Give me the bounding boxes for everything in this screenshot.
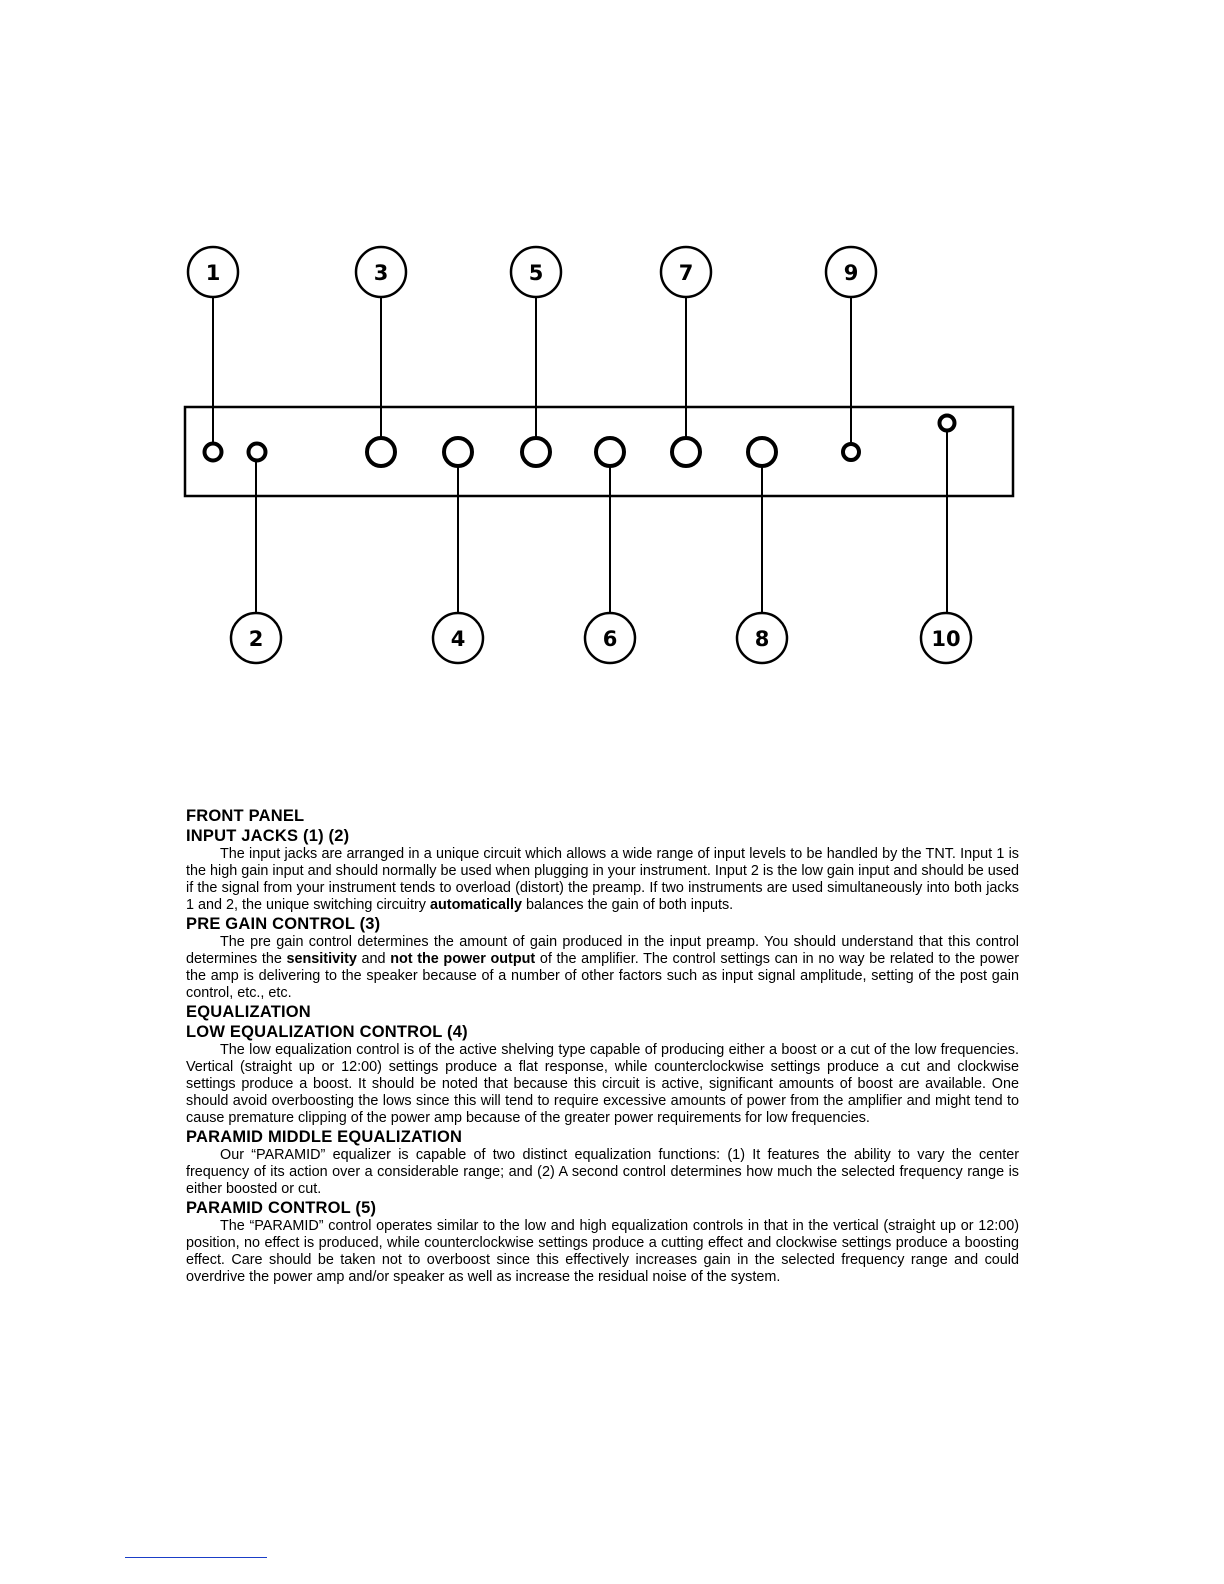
paramid-control-heading: PARAMID CONTROL (5) bbox=[186, 1199, 377, 1217]
front-panel-diagram bbox=[0, 0, 1224, 780]
panel-outline bbox=[185, 407, 1013, 496]
knob-6 bbox=[596, 438, 624, 466]
jack-9 bbox=[843, 444, 859, 460]
jack-2 bbox=[249, 444, 266, 461]
paramid-control-paragraph: The “PARAMID” control operates similar to the low and high equalization controls in that in the vertical (straight up or 12:00) position, no effect is produced, while counterclockwise settings produce a cutting effect and clockwise settings produce a boosting effect. Care should be taken not to overboost since this effectively increases gain in the selected frequency range and could overdrive the power amp and/or speaker as well as increase the residual noise of the system. bbox=[186, 1218, 1019, 1285]
low-eq-heading: LOW EQUALIZATION CONTROL (4) bbox=[186, 1023, 468, 1041]
front-panel-heading: FRONT PANEL bbox=[186, 807, 305, 825]
knob-7 bbox=[672, 438, 700, 466]
input-jacks-paragraph: The input jacks are arranged in a unique circuit which allows a wide range of input levels to be handled by the TNT. Input 1 is the high gain input and should normally be used when plugging in your instrument. Input 2 is the low gain input and should be used if the signal from your instrument tends to overload (distort) the preamp. If two instruments are used simultaneously into both jacks 1 and 2, the unique switching circuitry automatically balances the gain of both inputs. bbox=[186, 846, 1019, 913]
callout-number-8: 8 bbox=[754, 627, 770, 651]
callout-number-7: 7 bbox=[678, 261, 694, 285]
input-jacks-heading: INPUT JACKS (1) (2) bbox=[186, 827, 350, 845]
knob-4 bbox=[444, 438, 472, 466]
callout-number-3: 3 bbox=[373, 261, 389, 285]
paramid-middle-heading: PARAMID MIDDLE EQUALIZATION bbox=[186, 1128, 463, 1146]
callout-number-4: 4 bbox=[450, 627, 466, 651]
callout-number-9: 9 bbox=[843, 261, 859, 285]
low-eq-paragraph: The low equalization control is of the active shelving type capable of producing either a boost or a cut of the low frequencies. Vertical (straight up or 12:00) settings produce a flat response, while counterclockwise settings produce a cut and clockwise settings produce a boost. It should be noted that because this circuit is active, significant amounts of boost are available. One should avoid overboosting the lows since this will tend to require excessive amounts of power from the amplifier and might tend to cause premature clipping of the power amp because of the greater power requirements for low frequencies. bbox=[186, 1042, 1019, 1126]
pre-gain-heading: PRE GAIN CONTROL (3) bbox=[186, 915, 381, 933]
equalization-heading: EQUALIZATION bbox=[186, 1003, 311, 1021]
jack-1 bbox=[205, 444, 222, 461]
manual-text bbox=[186, 806, 1019, 1286]
footnote-rule bbox=[125, 1557, 267, 1558]
knob-3 bbox=[367, 438, 395, 466]
knob-5 bbox=[522, 438, 550, 466]
callout-number-1: 1 bbox=[205, 261, 221, 285]
pre-gain-paragraph: The pre gain control determines the amount of gain produced in the input preamp. You should understand that this control determines the sensitivity and not the power output of the amplifier. The control settings can in no way be related to the power the amp is delivering to the speaker because of a number of other factors such as input signal amplitude, setting of the post gain control, etc., etc. bbox=[186, 934, 1019, 1001]
callout-number-2: 2 bbox=[248, 627, 264, 651]
callout-number-5: 5 bbox=[528, 261, 544, 285]
paramid-middle-paragraph: Our “PARAMID” equalizer is capable of two distinct equalization functions: (1) It features the ability to vary the center frequency of its action over a considerable range; and (2) A second control determines how much the selected frequency range is either boosted or cut. bbox=[186, 1147, 1019, 1197]
knob-8 bbox=[748, 438, 776, 466]
callout-number-6: 6 bbox=[602, 627, 618, 651]
callout-number-10: 10 bbox=[931, 627, 961, 651]
light-10 bbox=[940, 416, 955, 431]
